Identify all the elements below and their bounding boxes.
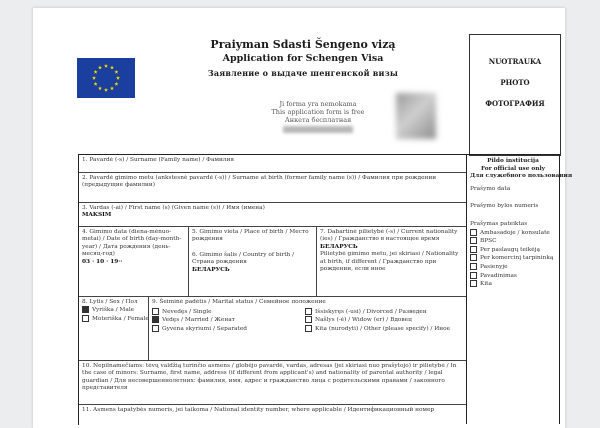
- photo-box-line-2: PHOTO: [500, 78, 530, 87]
- eu-star-icon: [92, 76, 96, 80]
- row-surname: [79, 155, 467, 173]
- row-minor-guardian: [79, 361, 467, 405]
- official-use-head-1: Pildo institucija: [487, 158, 539, 164]
- nationality-field[interactable]: [317, 227, 467, 296]
- lodged-option-intermediary[interactable]: Per komercinį tarpininką: [470, 254, 556, 263]
- birth-date-label: 4. Gimimo data (diena-mėnuo-metai) / Date of birth (day-month-year) / Дата рождения (день-месяц-год): [82, 229, 182, 258]
- blurred-photo: [396, 93, 436, 139]
- eu-star-icon: [98, 66, 102, 70]
- note-line-1: Ji forma yra nemokama: [279, 100, 357, 108]
- eu-star-icon: [94, 70, 98, 74]
- sex-field: [79, 297, 149, 360]
- birth-place-country-field[interactable]: [189, 227, 317, 296]
- minor-guardian-field[interactable]: [79, 361, 467, 404]
- national-id-label: 11. Asmens tapatybės numeris, jei taikoma / National identity number, where applicable / Идентификационный номер: [82, 407, 435, 413]
- widow-checkbox[interactable]: [305, 316, 312, 323]
- first-name-field[interactable]: [79, 203, 467, 226]
- nationality-note: Pilietybė gimimo metu, jei skiriasi / Nationality at birth, if different / Гражданство при рождении, если иное: [320, 251, 459, 273]
- marital-option-married[interactable]: Vedęs / Married / Женат: [152, 316, 302, 324]
- eu-star-icon: [104, 64, 108, 68]
- eu-star-icon: [114, 82, 118, 86]
- first-name-label: 3. Vardas (-ai) / First name (s) (Given name (s)) / Имя (имена): [82, 205, 265, 211]
- lodged-option-provider[interactable]: Per paslaugų teikėją: [470, 246, 556, 255]
- marital-option-widow[interactable]: Našlys (-ė) / Widow (er) / Вдовец: [305, 316, 465, 324]
- birth-surname-label: 2. Pavardė gimimo metu (ankstesnė pavardė (-s)) / Surname at birth (former family name (s)) / Фамилия при рождении (предыдущие фамилии): [82, 175, 437, 189]
- official-use-column: [466, 154, 573, 424]
- birth-surname-field[interactable]: [79, 173, 467, 202]
- form-title: [153, 38, 453, 80]
- eu-star-icon: [110, 86, 114, 90]
- application-date-label: Prašymo data: [470, 185, 511, 192]
- nationality-value: БЕЛАРУСЬ: [320, 243, 358, 250]
- eu-star-icon: [114, 70, 118, 74]
- nationality-label: 7. Dabartinė pilietybė (-s) / Current nationality (ies) / Гражданство в настоящее время: [320, 229, 458, 243]
- birth-date-field[interactable]: [79, 227, 189, 296]
- row-first-name: [79, 203, 467, 227]
- official-use-head-3: Для служебного пользования: [470, 173, 573, 180]
- birth-country-label: 6. Gimimo šalis / Country of birth / Страна рождения: [192, 251, 295, 266]
- lodged-option-border[interactable]: Pasienyje: [470, 263, 556, 272]
- other-checkbox[interactable]: [305, 325, 312, 332]
- sex-option-female[interactable]: Moteriška / Female: [82, 315, 145, 323]
- form-fields: [78, 154, 467, 425]
- divorced-checkbox[interactable]: [305, 308, 312, 315]
- separated-checkbox[interactable]: [152, 325, 159, 332]
- lodged-option-other[interactable]: Kita: [470, 280, 556, 289]
- female-checkbox[interactable]: [82, 315, 89, 322]
- lodged-option-bpsc[interactable]: BPSC: [470, 237, 556, 246]
- first-name-value: MAKSIM: [82, 212, 112, 219]
- birth-date-value: 03 · 10 · 19··: [82, 258, 123, 265]
- birth-place-label: 5. Gimimo vieta / Place of birth / Место рождения: [192, 229, 309, 243]
- sex-option-male[interactable]: Vyriška / Male: [82, 306, 145, 314]
- marital-status-field: [149, 297, 467, 360]
- application-number-label: Prašymo bylos numeris: [470, 203, 539, 210]
- national-id-field[interactable]: [79, 405, 467, 427]
- free-form-note: [243, 100, 393, 133]
- surname-field[interactable]: [79, 155, 467, 172]
- note-line-3: Анкета бесплатная: [284, 116, 352, 124]
- eu-star-icon: [98, 86, 102, 90]
- photo-box-line-1: NUOTRAUKA: [488, 57, 542, 66]
- marital-options-left: [152, 308, 302, 333]
- married-checkbox[interactable]: [152, 316, 159, 323]
- redacted-text: [283, 126, 353, 133]
- marital-option-divorced[interactable]: Išsiskyręs (-usi) / Divorced / Разведен: [305, 308, 465, 316]
- row-birth-surname: [79, 173, 467, 203]
- marital-option-other[interactable]: Kita (nurodyti) / Other (please specify) / Иное: [305, 325, 465, 333]
- sex-label: 8. Lytis / Sex / Пол: [82, 299, 138, 305]
- visa-application-page: [33, 8, 573, 428]
- eu-flag-stars-icon: [77, 58, 135, 98]
- minor-guardian-label: 10. Nepilnamečiams: tėvų valdžią turinčio asmens / globėjo pavardė, vardas, adresas (jei skiriasi nuo prašytojo) ir pilietybė / In the case of minors: Surname, first name, address (if different from applicant's) and nationality of parental authority / legal guardian / Для несовершеннолетних: фамилия, имя, адрес и гражданство лица с родительскими правами / законного представителя: [82, 363, 457, 392]
- marital-label: 9. Šeiminė padėtis / Marital status / Семейное положение: [152, 299, 326, 305]
- title-english: Application for Schengen Visa: [222, 53, 384, 64]
- row-sex-marital: [79, 297, 467, 361]
- lodged-option-name[interactable]: Pavadinimas: [470, 272, 556, 281]
- male-checkbox[interactable]: [82, 306, 89, 313]
- eu-star-icon: [104, 88, 108, 92]
- note-line-2: This application form is free: [271, 108, 365, 116]
- single-checkbox[interactable]: [152, 308, 159, 315]
- title-lithuanian: Praiyman Sdasti Šengeno vizą: [210, 38, 396, 51]
- eu-star-icon: [94, 82, 98, 86]
- lodged-option-embassy[interactable]: Ambasadoje / konsulate: [470, 229, 556, 238]
- surname-label: 1. Pavardė (-s) / Surname (Family name) / Фамилия: [82, 157, 235, 163]
- eu-star-icon: [110, 66, 114, 70]
- row-birth-details: [79, 227, 467, 297]
- title-russian: Заявление о выдаче шенгенской визы: [207, 68, 399, 78]
- photo-box: [469, 34, 561, 156]
- row-national-id: [79, 405, 467, 427]
- marital-options-right: [305, 308, 465, 333]
- official-use-head-2: For official use only: [480, 165, 546, 172]
- eu-star-icon: [116, 76, 120, 80]
- eu-flag: [77, 58, 135, 98]
- application-lodged-label: Prašymas pateiktas: [470, 220, 528, 227]
- marital-option-single[interactable]: Nevedęs / Single: [152, 308, 302, 316]
- photo-box-line-3: ФОТОГРАФИЯ: [485, 99, 545, 108]
- marital-option-separated[interactable]: Gyvena skyriumi / Separated: [152, 325, 302, 333]
- birth-country-value: БЕЛАРУСЬ: [192, 266, 230, 273]
